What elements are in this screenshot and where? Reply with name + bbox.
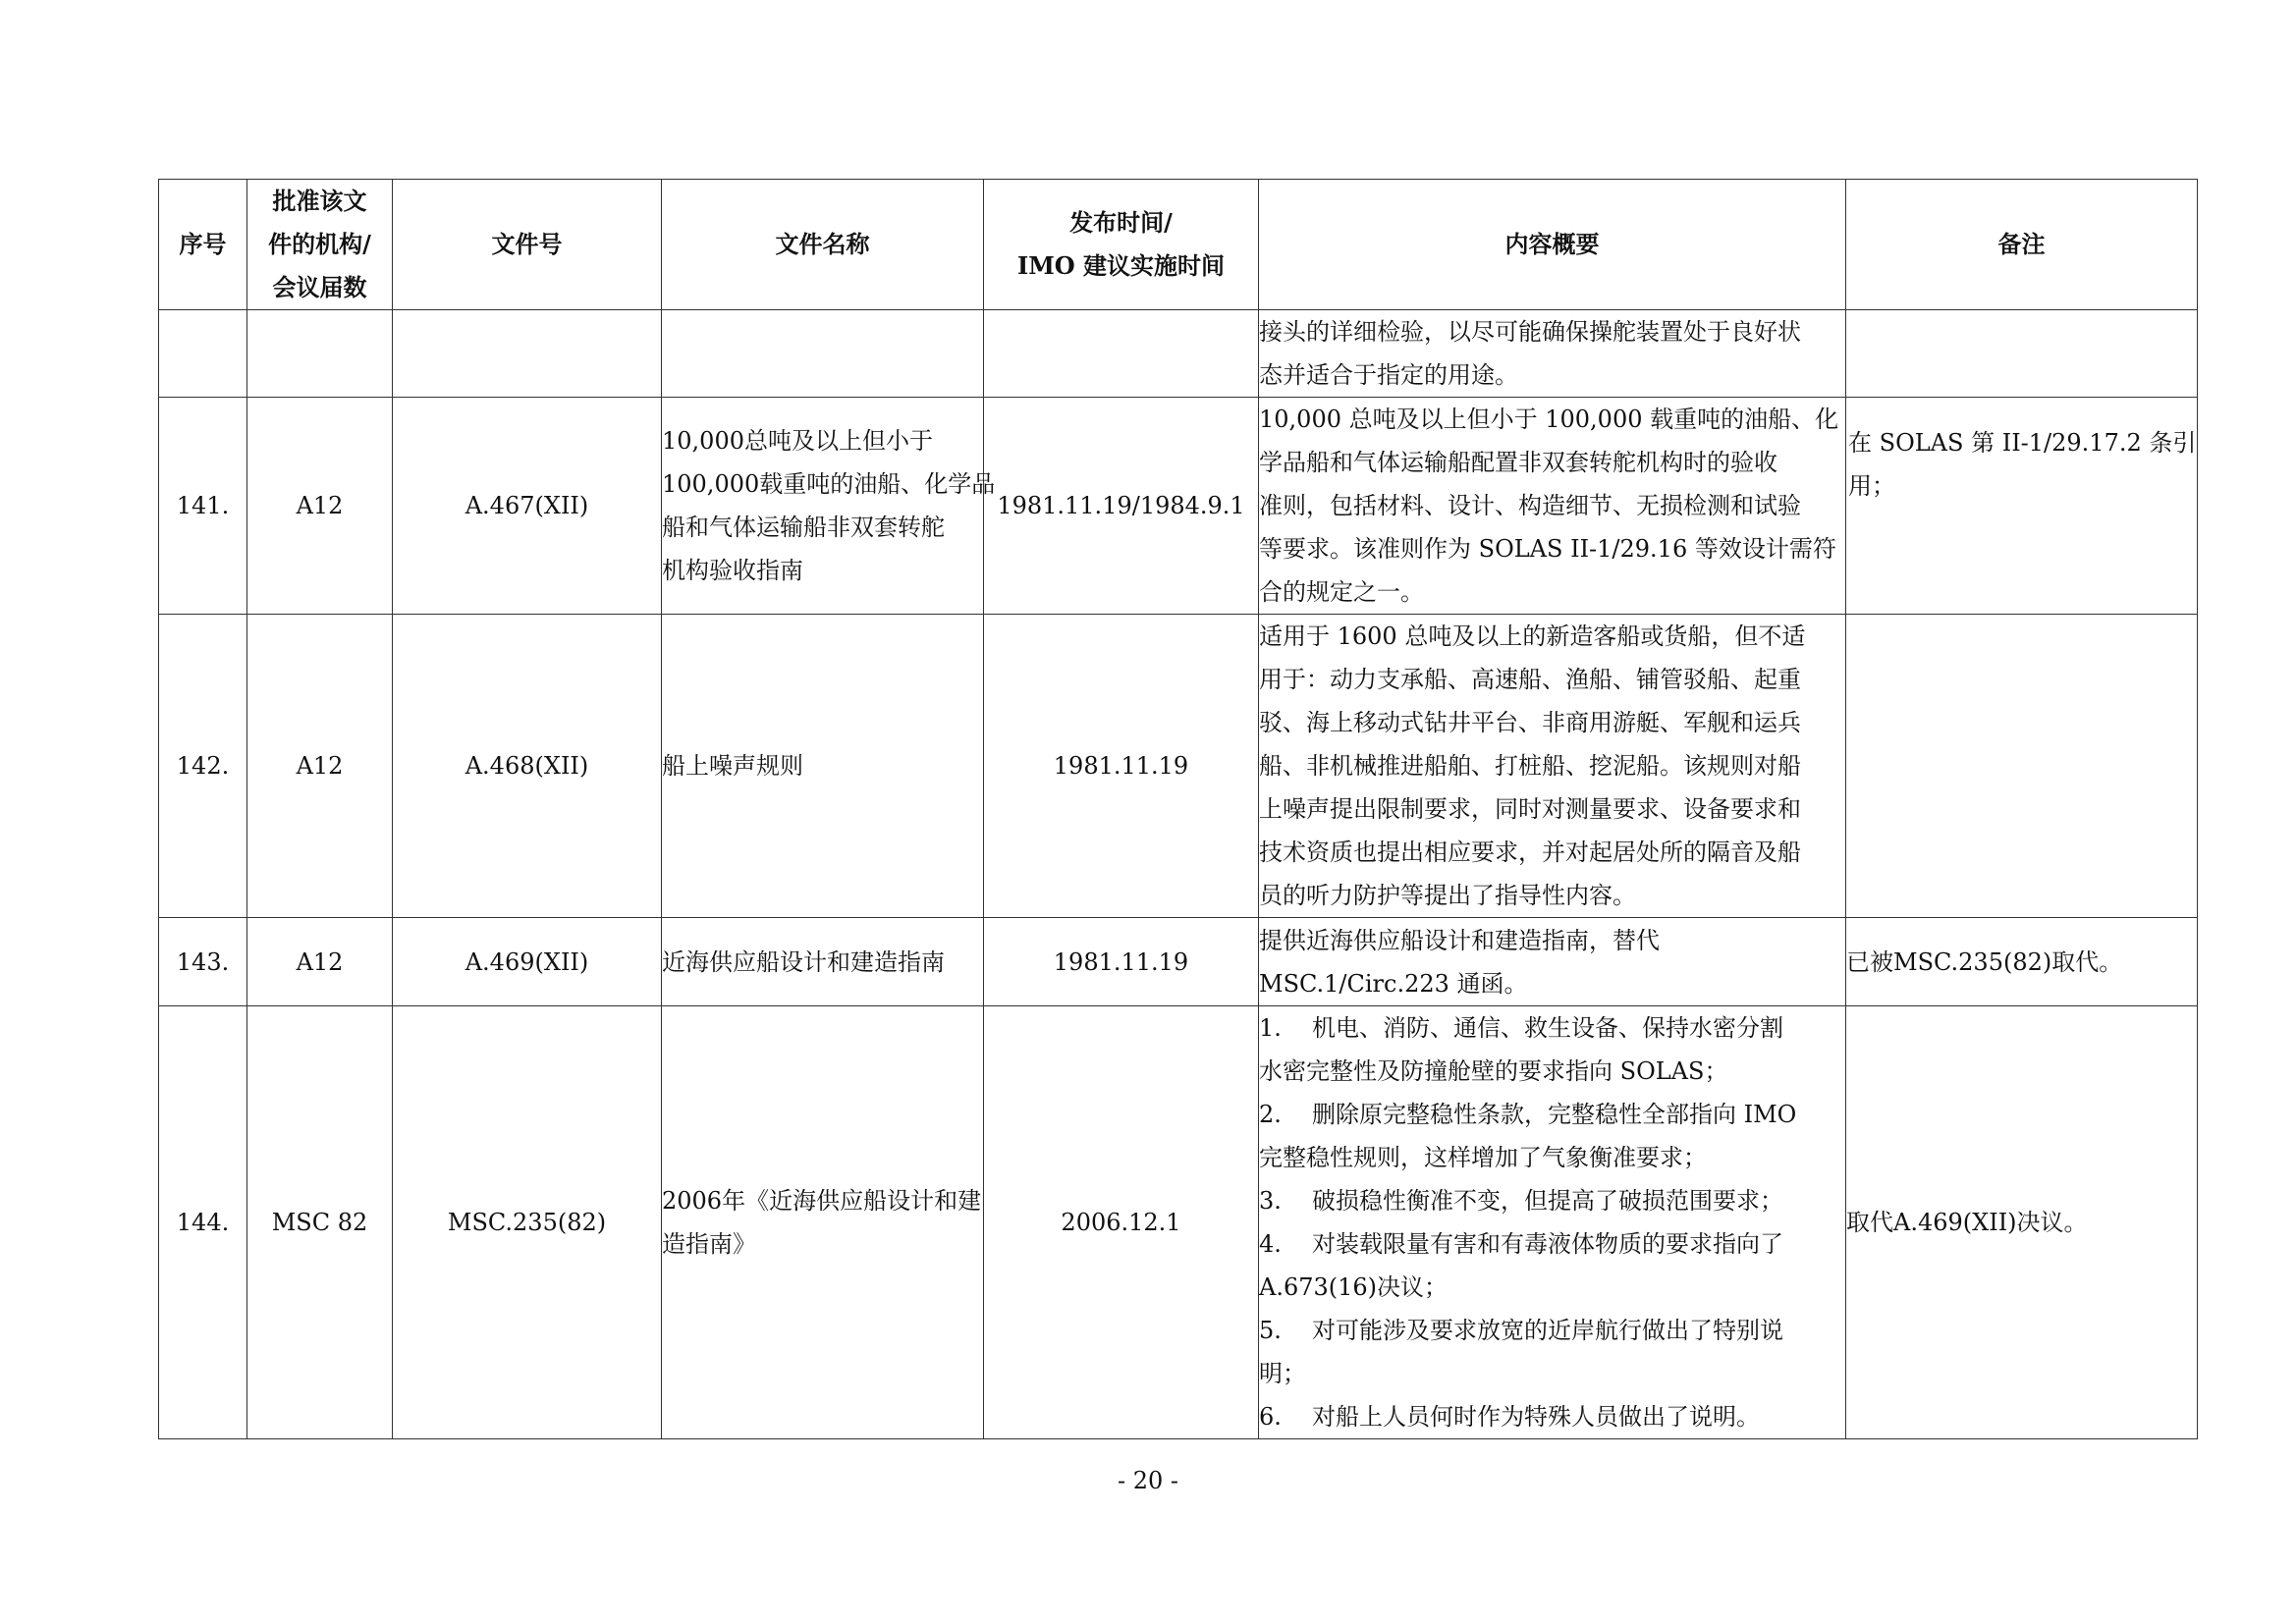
summary-line: 驳、海上移动式钻井平台、非商用游艇、军舰和运兵	[1259, 709, 1801, 736]
header-doc-name: 文件名称	[662, 180, 984, 310]
row-summary	[1259, 918, 1846, 1006]
summary-item	[1259, 1222, 1845, 1309]
name-line: 10,000总吨及以上但小于	[662, 427, 933, 455]
row-date: 1981.11.19	[984, 918, 1259, 1006]
row-seq: 141.	[159, 398, 247, 615]
item-number: 2.	[1259, 1101, 1282, 1128]
row-remark	[1846, 398, 2198, 615]
summary-line: 技术资质也提出相应要求，并对起居处所的隔音及船	[1259, 839, 1801, 866]
name-line: 100,000载重吨的油船、化学品	[662, 470, 996, 498]
summary-line: 10,000 总吨及以上但小于 100,000 载重吨的油船、化	[1259, 406, 1839, 433]
row-date: 2006.12.1	[984, 1006, 1259, 1439]
header-summary: 内容概要	[1259, 180, 1846, 310]
name-line: 船上噪声规则	[662, 752, 803, 780]
row-summary	[1259, 1006, 1846, 1439]
summary-item	[1259, 1309, 1845, 1395]
item-number: 5.	[1259, 1317, 1282, 1344]
item-text: 删除原完整稳性条款，完整稳性全部指向 IMO	[1312, 1101, 1797, 1128]
table-cell	[393, 310, 662, 398]
remark-line: 已被MSC.235(82)取代。	[1846, 947, 2123, 976]
row-org: A12	[247, 918, 393, 1006]
row-doc-name	[662, 918, 984, 1006]
summary-line: 学品船和气体运输船配置非双套转舵机构时的验收	[1259, 449, 1777, 476]
header-remark: 备注	[1846, 180, 2198, 310]
summary-item-line	[1259, 1179, 1845, 1222]
row-doc-name	[662, 1006, 984, 1439]
summary-line: 等要求。该准则作为 SOLAS II-1/29.16 等效设计需符	[1259, 535, 1836, 563]
summary-item	[1259, 1395, 1845, 1438]
row-doc-no: A.467(XII)	[393, 398, 662, 615]
remark-line: 用；	[1848, 472, 1895, 500]
summary-line: 用于：动力支承船、高速船、渔船、铺管驳船、起重	[1259, 666, 1801, 693]
row-org: A12	[247, 615, 393, 918]
item-text: 对装载限量有害和有毒液体物质的要求指向了	[1312, 1230, 1783, 1258]
summary-item-line	[1259, 1093, 1845, 1136]
summary-line: 船、非机械推进船舶、打桩船、挖泥船。该规则对船	[1259, 752, 1801, 780]
header-org	[247, 180, 393, 310]
table-row	[159, 918, 2198, 1006]
item-number: 6.	[1259, 1403, 1282, 1431]
row-doc-no: A.469(XII)	[393, 918, 662, 1006]
row-remark	[1846, 615, 2198, 918]
summary-line: 员的听力防护等提出了指导性内容。	[1259, 882, 1636, 909]
row-remark	[1846, 1006, 2198, 1439]
row-summary	[1259, 398, 1846, 615]
name-line: 造指南》	[662, 1230, 756, 1258]
row-doc-no: MSC.235(82)	[393, 1006, 662, 1439]
table-row	[159, 615, 2198, 918]
row-doc-name	[662, 615, 984, 918]
remark-line: 取代A.469(XII)决议。	[1846, 1209, 2088, 1236]
summary-line: 合的规定之一。	[1259, 578, 1424, 606]
remark-line: 在 SOLAS 第 II-1/29.17.2 条引	[1848, 429, 2197, 457]
header-date	[984, 180, 1259, 310]
continuation-summary	[1259, 310, 1846, 398]
summary-line: 上噪声提出限制要求，同时对测量要求、设备要求和	[1259, 795, 1801, 823]
row-org: A12	[247, 398, 393, 615]
summary-item-line: 明；	[1259, 1360, 1306, 1387]
table-cell	[159, 310, 247, 398]
row-seq: 144.	[159, 1006, 247, 1439]
row-doc-name	[662, 398, 996, 615]
table-row	[159, 1006, 2198, 1439]
row-remark	[1846, 918, 2198, 1006]
header-doc-no: 文件号	[393, 180, 662, 310]
name-line: 船和气体运输船非双套转舵	[662, 514, 945, 541]
item-text: 机电、消防、通信、救生设备、保持水密分割	[1312, 1014, 1783, 1042]
regulation-table	[158, 179, 2198, 1439]
table-cell	[984, 310, 1259, 398]
summary-item-line	[1259, 1006, 1845, 1050]
summary-line: 提供近海供应船设计和建造指南，替代	[1259, 926, 1660, 954]
summary-item-line	[1259, 1395, 1845, 1438]
summary-line: 适用于 1600 总吨及以上的新造客船或货船，但不适	[1259, 622, 1806, 650]
name-line: 机构验收指南	[662, 557, 803, 584]
row-summary	[1259, 615, 1846, 918]
header-org-line: 件的机构/	[268, 230, 371, 258]
table-cell	[662, 310, 984, 398]
table-cell	[1846, 310, 2198, 398]
row-seq: 143.	[159, 918, 247, 1006]
row-doc-no: A.468(XII)	[393, 615, 662, 918]
item-number: 4.	[1259, 1230, 1282, 1258]
table-row	[159, 398, 2198, 615]
page-number: - 20 -	[1117, 1467, 1178, 1494]
header-row	[159, 180, 2198, 310]
header-date-line: IMO 建议实施时间	[1016, 251, 1226, 280]
item-text: 对可能涉及要求放宽的近岸航行做出了特别说	[1312, 1317, 1783, 1344]
summary-line: 准则，包括材料、设计、构造细节、无损检测和试验	[1259, 492, 1801, 519]
row-date: 1981.11.19	[984, 615, 1259, 918]
header-seq: 序号	[159, 180, 247, 310]
summary-item-line	[1259, 1309, 1845, 1352]
summary-line: 接头的详细检验，以尽可能确保操舵装置处于良好状	[1259, 318, 1801, 346]
summary-line: 态并适合于指定的用途。	[1259, 361, 1518, 389]
row-date: 1981.11.19/1984.9.1	[984, 398, 1259, 615]
summary-item	[1259, 1179, 1845, 1222]
row-seq: 142.	[159, 615, 247, 918]
name-line: 2006年《近海供应船设计和建	[662, 1187, 982, 1215]
summary-line: MSC.1/Circ.223 通函。	[1259, 969, 1528, 998]
summary-item	[1259, 1006, 1845, 1093]
name-line: 近海供应船设计和建造指南	[662, 947, 945, 976]
item-text: 对船上人员何时作为特殊人员做出了说明。	[1312, 1403, 1760, 1431]
item-number: 3.	[1259, 1187, 1282, 1215]
continuation-row	[159, 310, 2198, 398]
summary-item-line: 水密完整性及防撞舱壁的要求指向 SOLAS；	[1259, 1057, 1728, 1085]
item-number: 1.	[1259, 1014, 1282, 1042]
item-text: 破损稳性衡准不变，但提高了破损范围要求；	[1312, 1187, 1783, 1215]
header-date-line: 发布时间/	[1069, 208, 1173, 237]
table-cell	[247, 310, 393, 398]
summary-item-line	[1259, 1222, 1845, 1266]
summary-item-line: A.673(16)决议；	[1259, 1273, 1449, 1301]
summary-item-line: 完整稳性规则，这样增加了气象衡准要求；	[1259, 1144, 1707, 1171]
row-org: MSC 82	[247, 1006, 393, 1439]
summary-item	[1259, 1093, 1845, 1179]
header-org-line: 会议届数	[272, 273, 367, 301]
header-org-line: 批准该文	[272, 187, 367, 215]
